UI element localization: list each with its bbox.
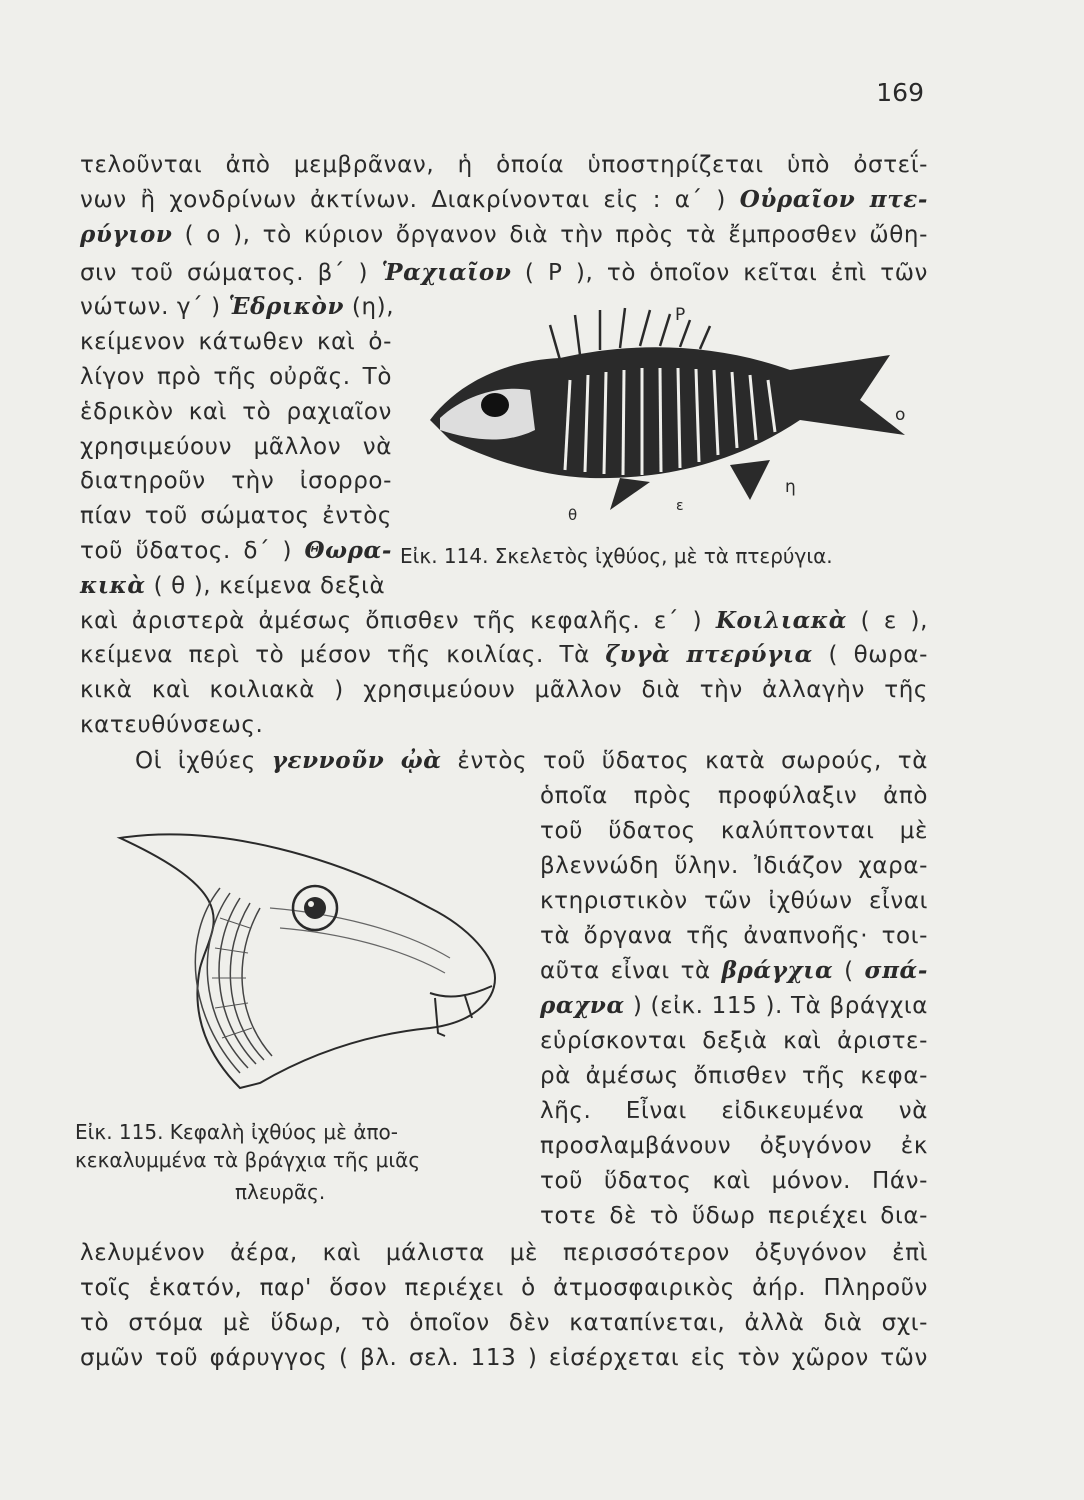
text-line: τοῖς ἑκατόν, παρ' ὅσον περιέχει ὁ ἀτμοσφαιρικὸς ἀήρ. Πληροῦν xyxy=(80,1275,928,1301)
text-line: κτηριστικὸν τῶν ἰχθύων εἶναι xyxy=(540,888,928,914)
text-line: λίγον πρὸ τῆς οὐρᾶς. Τὸ xyxy=(80,364,392,390)
text-run: ( θωρα- xyxy=(812,642,928,668)
text-line xyxy=(80,185,928,215)
text-line: πίαν τοῦ σώματος ἐντὸς xyxy=(80,503,392,529)
figure115-caption-line: κεκαλυμμένα τὰ βράγχια τῆς μιᾶς xyxy=(75,1148,421,1172)
text-line: λελυμένον ἀέρα, καὶ μάλιστα μὲ περισσότερον ὀξυγόνον ἐπὶ xyxy=(80,1240,928,1266)
text-line: τὸ στόμα μὲ ὕδωρ, τὸ ὁποῖον δὲν καταπίνεται, ἀλλὰ διὰ σχι- xyxy=(80,1310,928,1336)
text-line xyxy=(80,292,400,322)
text-line xyxy=(80,571,392,601)
term-koiliaka: Κοιλιακὰ xyxy=(715,607,848,634)
text-line: τοῦ ὕδατος καλύπτονται μὲ xyxy=(540,818,928,844)
text-line xyxy=(540,991,928,1021)
figure-fish-head xyxy=(100,818,510,1102)
term-branchia: βράγχια xyxy=(721,957,834,984)
term-thorakika: Θωρα- xyxy=(304,537,392,564)
text-run: ( xyxy=(833,958,865,984)
text-line: χρησιμεύουν μᾶλλον νὰ xyxy=(80,434,392,460)
figure115-caption-line: Εἰκ. 115. Κεφαλὴ ἰχθύος μὲ ἀπο- xyxy=(75,1120,398,1144)
text-line: τοτε δὲ τὸ ὕδωρ περιέχει δια- xyxy=(540,1203,928,1229)
text-line xyxy=(135,746,928,776)
term-sparachna: σπά- xyxy=(864,957,928,984)
label-eta: η xyxy=(785,477,796,497)
page-number: 169 xyxy=(876,78,924,107)
text-run: αῦτα εἶναι τὰ xyxy=(540,958,722,984)
figure-fish-skeleton xyxy=(420,300,920,534)
text-line: εὑρίσκονται δεξιὰ καὶ ἀριστε- xyxy=(540,1028,928,1054)
figure115-caption-line: πλευρᾶς. xyxy=(235,1180,326,1204)
text-run: (η), xyxy=(344,294,395,320)
text-line: κατευθύνσεως. xyxy=(80,712,264,738)
text-run: ( θ ), κείμενα δεξιὰ xyxy=(145,573,386,599)
text-line: ὁποῖα πρὸς προφύλαξιν ἀπὸ xyxy=(540,783,928,809)
text-line: βλεννώδη ὕλην. Ἰδιάζον χαρα- xyxy=(540,853,928,879)
text-run: νώτων. γ΄ ) xyxy=(80,294,229,320)
text-run: ἐντὸς τοῦ ὕδατος κατὰ σωρούς, τὰ xyxy=(441,748,928,774)
label-theta: θ xyxy=(568,506,578,524)
text-run: κείμενα περὶ τὸ μέσον τῆς κοιλίας. Τὰ xyxy=(80,642,606,668)
text-run: τοῦ ὕδατος. δ΄ ) xyxy=(80,538,305,564)
text-line: κικὰ καὶ κοιλιακὰ ) χρησιμεύουν μᾶλλον διὰ τὴν ἀλλαγὴν τῆς xyxy=(80,677,928,703)
term-sparachna-cont: ραχνα xyxy=(540,992,625,1019)
fish-skeleton-illustration xyxy=(420,300,920,530)
text-line: σμῶν τοῦ φάρυγγος ( βλ. σελ. 113 ) εἰσέρχεται εἰς τὸν χῶρον τῶν xyxy=(80,1345,928,1371)
text-line: λῆς. Εἶναι εἰδικευμένα νὰ xyxy=(540,1098,928,1124)
text-run: ( ο ), τὸ κύριον ὄργανον διὰ τὴν πρὸς τὰ ἔμπροσθεν ὤθη- xyxy=(172,222,928,248)
text-run: ( Ρ ), τὸ ὁποῖον κεῖται ἐπὶ τῶν xyxy=(511,260,928,286)
text-line xyxy=(80,220,928,250)
text-line: κείμενον κάτωθεν καὶ ὀ- xyxy=(80,329,392,355)
text-run: ( ε ), xyxy=(847,608,928,634)
text-line: ρὰ ἀμέσως ὄπισθεν τῆς κεφα- xyxy=(540,1063,928,1089)
text-line xyxy=(80,258,928,288)
term-rachiaion: Ῥαχιαῖον xyxy=(381,259,512,286)
text-line xyxy=(80,640,928,670)
text-line xyxy=(80,536,392,566)
text-run: ) (εἰκ. 115 ). Τὰ βράγχια xyxy=(624,993,928,1019)
text-line: τελοῦνται ἀπὸ μεμβρᾶναν, ἡ ὁποία ὑποστηρίζεται ὑπὸ ὀστεΐ- xyxy=(80,152,928,178)
term-zyga-pterygia: ζυγὰ πτερύγια xyxy=(605,641,813,668)
term-ouraion: Οὐραῖον πτε- xyxy=(739,186,928,213)
fish-head-illustration xyxy=(100,818,510,1098)
figure114-caption: Εἰκ. 114. Σκελετὸς ἰχθύος, μὲ τὰ πτερύγια. xyxy=(400,544,833,568)
text-line xyxy=(80,606,928,636)
text-line xyxy=(540,956,928,986)
term-gennoun-oa: γεννοῦν ᾠὰ xyxy=(271,747,442,774)
text-line: ἑδρικὸν καὶ τὸ ραχιαῖον xyxy=(80,399,392,425)
text-run: Οἱ ἰχθύες xyxy=(135,748,272,774)
label-epsilon: ε xyxy=(676,498,684,514)
text-run: σιν τοῦ σώματος. β΄ ) xyxy=(80,260,382,286)
text-line: προσλαμβάνουν ὀξυγόνον ἐκ xyxy=(540,1133,928,1159)
text-line: διατηροῦν τὴν ἰσορρο- xyxy=(80,468,392,494)
text-line: τοῦ ὕδατος καὶ μόνον. Πάν- xyxy=(540,1168,928,1194)
term-thorakika-cont: κικὰ xyxy=(80,572,146,599)
text-run: καὶ ἀριστερὰ ἀμέσως ὄπισθεν τῆς κεφαλῆς. ε΄ ) xyxy=(80,608,716,634)
text-run: νων ἢ χονδρίνων ἀκτίνων. Διακρίνονται εἰς : α΄ ) xyxy=(80,187,740,213)
term-ouraion-cont: ρύγιον xyxy=(80,221,173,248)
text-line: τὰ ὄργανα τῆς ἀναπνοῆς· τοι- xyxy=(540,923,928,949)
label-p: P xyxy=(675,305,686,325)
term-edrikon: Ἑδρικὸν xyxy=(228,293,344,320)
label-o: o xyxy=(895,405,906,425)
